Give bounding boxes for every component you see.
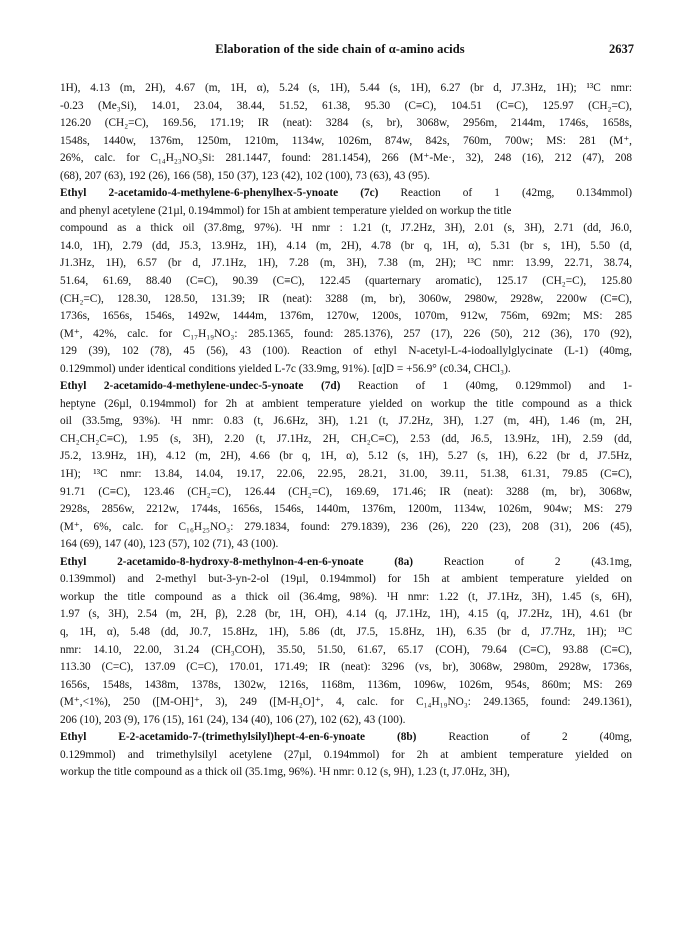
text-line: and phenyl acetylene (21µl, 0.194mmol) for 15h at ambient temperature yielded on workup the title xyxy=(60,204,512,217)
text-line: 51.64, 61.69, 88.40 (C≡C), 90.39 (C≡C), 122.45 (quarternary aromatic), 125.17 (CH₂=C), 125.80 xyxy=(60,275,632,288)
text-line: 1.97 (s, 3H), 2.54 (m, 2H, β), 2.28 (br, 1H, OH), 4.14 (q, J7.1Hz, 1H), 4.15 (q, J7.2Hz, 1H), 4.61 (br xyxy=(60,608,632,621)
text-line: (CH₂=C), 128.30, 128.50, 131.39; IR (neat): 3288 (m, br), 3060w, 2980w, 2928w, 2200w (C≡C), xyxy=(60,292,632,305)
running-title: Elaboration of the side chain of α-amino acids xyxy=(215,42,465,56)
text-line: heptyne (26µl, 0.194mmol) for 2h at ambient temperature yielded on workup the title compound as a thick xyxy=(60,397,632,410)
experimental-text xyxy=(60,80,632,782)
text-line: 1H); ¹³C nmr: 13.84, 14.04, 19.17, 22.06, 22.95, 28.21, 31.00, 39.11, 51.38, 61.31, 79.85 (C≡C), xyxy=(60,468,632,481)
compound-heading: Ethyl 2-acetamido-4-methylene-undec-5-ynoate (7d) xyxy=(60,380,341,393)
text-line: Ethyl E-2-acetamido-7-(trimethylsilyl)hept-4-en-6-ynoate (8b) Reaction of 2 (40mg, xyxy=(60,731,632,744)
text-line: 0.129mmol) under identical conditions yielded L-7c (33.9mg, 91%). [α]D = +56.9° (c0.34, CHCl₃). xyxy=(60,362,511,375)
page-header xyxy=(0,42,680,60)
text-line: 113.30 (C=C), 137.09 (C=C), 170.01, 171.49; IR (neat): 3296 (vs, br), 3068w, 2980m, 2928w, 1736s, xyxy=(60,661,632,674)
compound-heading: Ethyl 2-acetamido-8-hydroxy-8-methylnon-4-en-6-ynoate (8a) xyxy=(60,555,414,568)
text-line: 14.0, 1H), 2.79 (dd, J5.3, 13.9Hz, 1H), 4.14 (m, 2H), 4.78 (br q, 1H, α), 5.31 (br s, 1H), 5.50 (d, xyxy=(60,239,632,252)
text-line: workup the title compound as a thick oil (36.4mg, 98%). ¹H nmr: 1.22 (t, J7.1Hz, 3H), 1.45 (s, 6H), xyxy=(60,590,632,603)
text-line: (M⁺, 6%, calc. for C₁₆H₂₅NO₃: 279.1834, found: 279.1839), 236 (26), 220 (23), 208 (31), 206 (45), xyxy=(60,520,632,533)
text-line: 1H), 4.13 (m, 2H), 4.67 (m, 1H, α), 5.24 (s, 1H), 5.44 (s, 1H), 6.27 (br d, J7.3Hz, 1H); ¹³C nmr: xyxy=(60,82,632,94)
text-line: 26%, calc. for C₁₄H₂₃NO₃Si: 281.1447, found: 281.1454), 266 (M⁺-Me·, 32), 248 (16), 212 (47), 208 xyxy=(60,152,632,165)
compound-heading: Ethyl E-2-acetamido-7-(trimethylsilyl)hept-4-en-6-ynoate (8b) xyxy=(60,731,417,744)
text-line: compound as a thick oil (37.8mg, 97%). ¹H nmr : 1.21 (t, J7.2Hz, 3H), 2.01 (s, 3H), 2.71 (dd, J6.0, xyxy=(60,222,632,235)
text-line: nmr: 14.10, 22.00, 31.24 (CH₃COH), 35.50, 51.50, 61.67, 65.17 (COH), 79.64 (C≡C), 93.88 (C≡C), xyxy=(60,643,632,656)
text-line: -0.23 (Me₃Si), 14.01, 23.04, 38.44, 51.52, 61.38, 95.30 (C≡C), 104.51 (C≡C), 125.97 (CH₂=C), xyxy=(60,99,632,112)
text-line: 126.20 (CH₂=C), 169.56, 171.19; IR (neat): 3284 (s, br), 3068w, 2956m, 2144m, 1746s, 1658s, xyxy=(60,117,632,130)
text-line: (68), 207 (63), 192 (26), 166 (58), 150 (37), 123 (42), 102 (100), 73 (63), 43 (95). xyxy=(60,169,430,182)
text-line: J1.3Hz, 1H), 6.57 (br d, J7.1Hz, 1H), 7.28 (m, 3H), 7.38 (m, 2H); ¹³C nmr: 13.99, 22.71, 38.74, xyxy=(60,257,632,270)
text-line: Ethyl 2-acetamido-8-hydroxy-8-methylnon-4-en-6-ynoate (8a) Reaction of 2 (43.1mg, xyxy=(60,555,632,568)
text-line: 91.71 (C≡C), 123.46 (CH₂=C), 126.44 (CH₂=C), 169.69, 171.46; IR (neat): 3288 (m, br), 3068w, xyxy=(60,485,632,498)
text-line: (M⁺, 42%, calc. for C₁₇H₁₉NO₃: 285.1365, found: 285.1376), 257 (17), 226 (50), 212 (36), 170 (92), xyxy=(60,327,632,340)
text-line: (M⁺,<1%), 250 ([M-OH]⁺, 3), 249 ([M-H₂O]⁺, 4, calc. for C₁₄H₁₉NO₃: 249.1365, found: 249.1361), xyxy=(60,696,632,709)
text-line: CH₂CH₂C≡C), 1.95 (s, 3H), 2.20 (t, J7.1Hz, 2H, CH₂C≡C), 2.53 (dd, J6.5, 13.9Hz, 1H), 2.59 (dd, xyxy=(60,432,632,445)
text-line: workup the title compound as a thick oil (35.1mg, 96%). ¹H nmr: 0.12 (s, 9H), 1.23 (t, J7.0Hz, 3H), xyxy=(60,766,510,779)
text-line: 1656s, 1548s, 1438m, 1378s, 1302w, 1216s, 1168m, 1136m, 1096w, 1026m, 954s, 860m; MS: 269 xyxy=(60,678,632,691)
text-line: 2928s, 2856w, 2212w, 1744s, 1656s, 1546s, 1440m, 1376m, 1200m, 1134w, 1026m, 904w; MS: 279 xyxy=(60,503,632,516)
text-line: Ethyl 2-acetamido-4-methylene-6-phenylhex-5-ynoate (7c) Reaction of 1 (42mg, 0.134mmol) xyxy=(60,187,632,200)
text-line: 164 (69), 147 (40), 123 (57), 102 (71), 43 (100). xyxy=(60,538,279,551)
text-line: 1548s, 1440w, 1376m, 1250m, 1210m, 1134w, 1026m, 874w, 842s, 760m, 700w; MS: 281 (M⁺, xyxy=(60,134,632,147)
text-line: 0.129mmol) and trimethylsilyl acetylene (27µl, 0.194mmol) for 2h at ambient temperature yielded on xyxy=(60,748,632,761)
compound-heading: Ethyl 2-acetamido-4-methylene-6-phenylhex-5-ynoate (7c) xyxy=(60,187,379,200)
text-line: 129 (39), 102 (78), 45 (56), 43 (100). Reaction of ethyl N-acetyl-L-4-iodoallylglycinate (L-1) (40mg, xyxy=(60,345,632,358)
text-line: oil (33.5mg, 93%). ¹H nmr: 0.83 (t, J6.6Hz, 3H), 1.21 (t, J7.2Hz, 3H), 1.27 (m, 4H), 1.46 (m, 2H, xyxy=(60,415,632,428)
page-number: 2637 xyxy=(609,42,634,56)
text-line: J5.2, 13.9Hz, 1H), 4.12 (m, 2H), 4.66 (br q, 1H, α), 5.12 (s, 1H), 5.27 (s, 1H), 6.22 (br d, J7.5Hz, xyxy=(60,450,632,463)
text-line: Ethyl 2-acetamido-4-methylene-undec-5-ynoate (7d) Reaction of 1 (40mg, 0.129mmol) and 1- xyxy=(60,380,632,393)
text-line: q, 1H, α), 5.48 (dd, J0.7, 15.8Hz, 1H), 5.86 (dt, J7.5, 15.8Hz, 1H), 6.35 (br d, J7.7Hz, 1H); ¹³C xyxy=(60,625,632,638)
text-line: 206 (10), 203 (9), 176 (15), 161 (24), 134 (40), 106 (27), 102 (62), 43 (100). xyxy=(60,713,406,726)
text-line: 0.139mmol) and 2-methyl but-3-yn-2-ol (19µl, 0.194mmol) for 15h at ambient temperature yielded on xyxy=(60,573,632,586)
text-line: 1736s, 1656s, 1546s, 1492w, 1444m, 1376m, 1270w, 1200s, 1070m, 912w, 756m, 692m; MS: 285 xyxy=(60,310,632,323)
